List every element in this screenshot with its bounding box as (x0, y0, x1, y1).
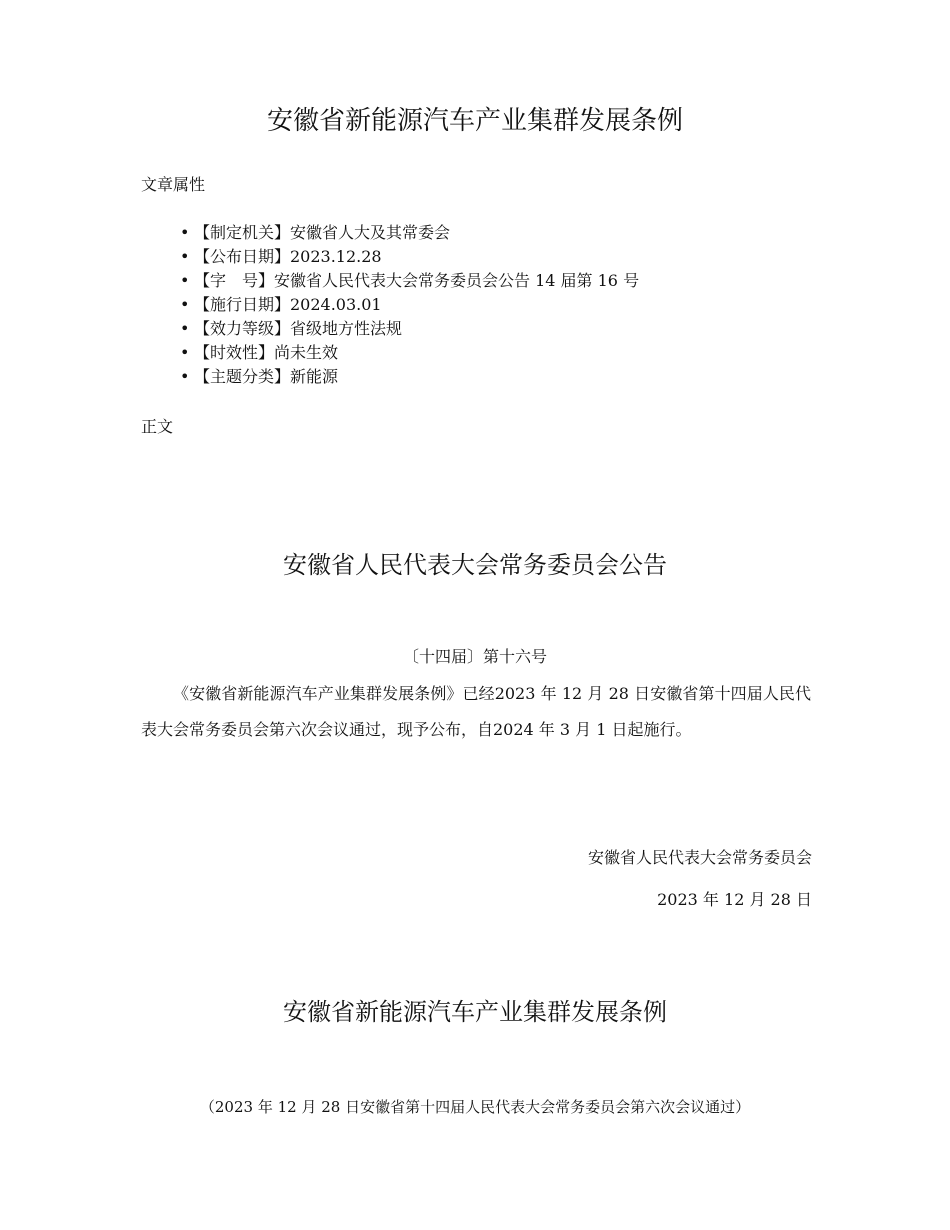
bullet-icon: • (180, 319, 190, 338)
list-item (180, 365, 639, 389)
attribute-text: 【公布日期】2023.12.28 (194, 247, 382, 266)
list-item (180, 317, 639, 341)
bullet-icon: • (180, 247, 190, 266)
attribute-text: 【制定机关】安徽省人大及其常委会 (194, 223, 451, 242)
issuer-signature: 安徽省人民代表大会常务委员会 (587, 848, 812, 867)
announcement-date: 2023 年 12 月 28 日 (657, 890, 812, 909)
attribute-text: 【字 号】安徽省人民代表大会常务委员会公告 14 届第 16 号 (194, 271, 640, 290)
body-label: 正文 (141, 417, 174, 436)
announcement-heading: 安徽省人民代表大会常务委员会公告 (283, 551, 667, 579)
announcement-number: 〔十四届〕第十六号 (402, 647, 547, 666)
list-item (180, 245, 639, 269)
list-item (180, 341, 639, 365)
attribute-list (180, 221, 639, 389)
bullet-icon: • (180, 271, 190, 290)
bullet-icon: • (180, 223, 190, 242)
attribute-text: 【施行日期】2024.03.01 (194, 295, 382, 314)
bullet-icon: • (180, 367, 190, 386)
attribute-text: 【时效性】尚未生效 (194, 343, 339, 362)
list-item (180, 293, 639, 317)
document-title: 安徽省新能源汽车产业集群发展条例 (266, 106, 683, 136)
attribute-text: 【主题分类】新能源 (194, 367, 339, 386)
bullet-icon: • (180, 343, 190, 362)
regulation-heading: 安徽省新能源汽车产业集群发展条例 (283, 998, 667, 1026)
bullet-icon: • (180, 295, 190, 314)
attribute-text: 【效力等级】省级地方性法规 (194, 319, 403, 338)
announcement-paragraph: 《安徽省新能源汽车产业集群发展条例》已经2023 年 12 月 28 日安徽省第十四届人民代表大会常务委员会第六次会议通过，现予公布，自2024 年 3 月 1 日起施行。 (141, 684, 811, 739)
adoption-note: （2023 年 12 月 28 日安徽省第十四届人民代表大会常务委员会第六次会议通过） (199, 1098, 751, 1116)
attributes-label: 文章属性 (141, 175, 206, 194)
list-item (180, 269, 639, 293)
list-item (180, 221, 639, 245)
